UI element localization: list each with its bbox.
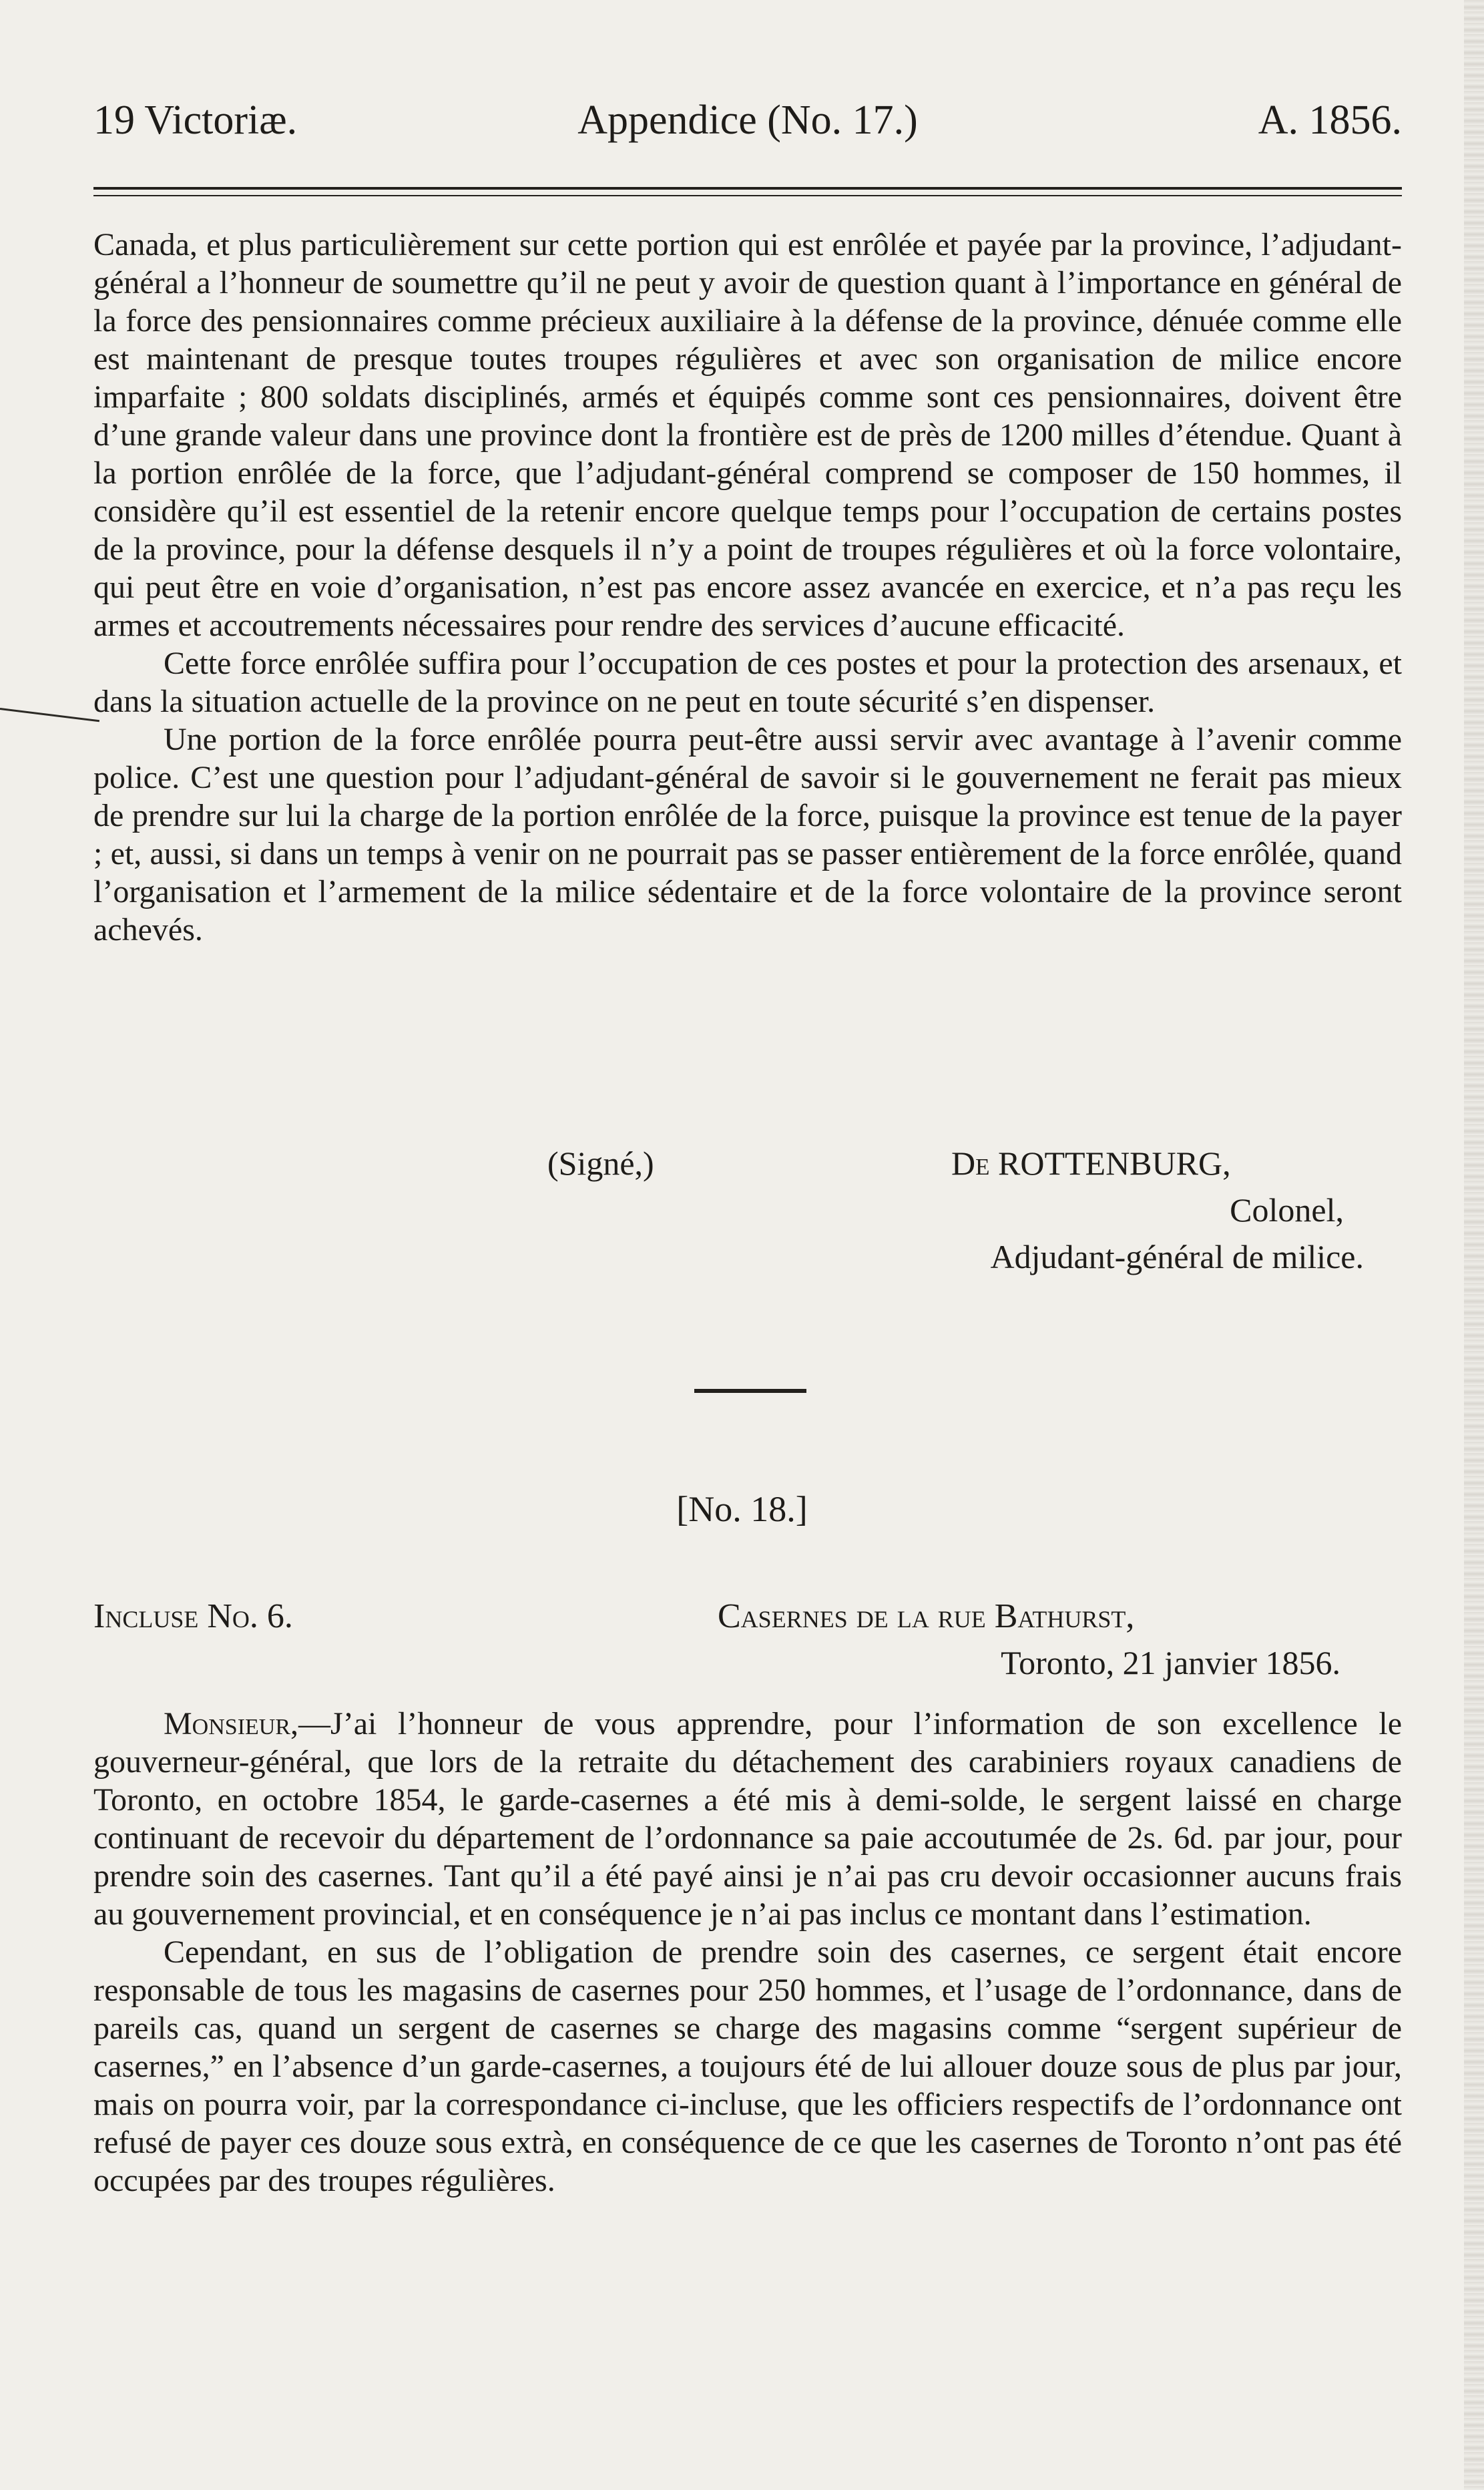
letter-location: Casernes de la rue Bathurst, — [718, 1597, 1135, 1635]
margin-pen-mark — [0, 708, 99, 722]
report-paragraph-3: Une portion de la force enrôlée pourra peut-être aussi servir avec avantage à l’avenir comme police. C’est une question pour l’adjudant-général de savoir si le gouvernement ne ferait pas mieux de prendre sur lui la charge de la portion enrôlée de la force, puisque la province est tenue de la payer ; et, aussi, si dans un temps à venir on ne pourrait pas se passer entièrement de la force enrôlée, quand l’organisation et l’armement de la milice sédentaire et de la force volontaire de la province seront achevés. — [93, 722, 1402, 948]
letter-paragraph-2: Cependant, en sus de l’obligation de prendre soin des casernes, ce sergent était encore responsable de tous les magasins de casernes pour 250 hommes, et l’usage de l’ordonnance, dans de pareils cas, quand un sergent de casernes se charge des magasins comme “sergent supérieur de casernes,” en l’absence d’un garde-casernes, a toujours été de lui allouer douze sous de plus par jour, mais on pourra voir, par la correspondance ci-incluse, que les officiers respectifs de l’ordonnance ont refusé de payer ces douze sous extrà, en conséquence de ce que les casernes de Toronto n’ont pas été occupées par des troupes régulières. — [93, 1934, 1402, 2198]
report-body — [93, 226, 1402, 949]
letter-salutation: Monsieur, — [164, 1706, 299, 1741]
document-number: [No. 18.] — [676, 1489, 808, 1529]
letter-paragraph-1-text: —J’ai l’honneur de vous apprendre, pour l’information de son excellence le gouverneur-général, que lors de la retraite du détachement des carabiniers royaux canadiens de Toronto, en octobre 1854, le garde-casernes a été mis à demi-solde, le sergent laissé en charge continuant de recevoir du département de l’ordonnance sa paie accoutumée de 2s. 6d. par jour, pour prendre soin des casernes. Tant qu’il a été payé ainsi je n’ai pas cru devoir occasionner aucuns frais au gouvernement provincial, et en conséquence je n’ai pas inclus ce montant dans l’estimation. — [93, 1706, 1402, 1932]
signatory-title: Adjudant-général de milice. — [990, 1238, 1364, 1275]
letter-body — [93, 1705, 1402, 2200]
scan-edge-noise — [1464, 0, 1484, 2490]
letter-date: Toronto, 21 janvier 1856. — [1001, 1644, 1340, 1681]
section-divider — [694, 1389, 806, 1393]
header-rule-thin — [93, 195, 1402, 196]
letter-paragraph-1 — [93, 1705, 1402, 1933]
signed-note: (Signé,) — [547, 1145, 654, 1182]
signatory-name: De ROTTENBURG, — [951, 1145, 1231, 1182]
header-rule-thick — [93, 187, 1402, 190]
report-paragraph-2: Cette force enrôlée suffira pour l’occupation de ces postes et pour la protection des arsenaux, et dans la situation actuelle de la province on ne peut en toute sécurité s’en dispenser. — [93, 646, 1402, 719]
header-year: A. 1856. — [1258, 97, 1402, 143]
running-header — [93, 90, 1402, 150]
signatory-rank: Colonel, — [1230, 1191, 1344, 1229]
enclosure-label: Incluse No. 6. — [93, 1597, 293, 1635]
report-paragraph-1: Canada, et plus particulièrement sur cette portion qui est enrôlée et payée par la province, l’adjudant-général a l’honneur de soumettre qu’il ne peut y avoir de question quant à l’importance en général de la force des pensionnaires comme précieux auxiliaire à la défense de la province, dénuée comme elle est maintenant de presque toutes troupes régulières et avec son organisation de milice encore imparfaite ; 800 soldats disciplinés, armés et équipés comme sont ces pensionnaires, doivent être d’une grande valeur dans une province dont la frontière est de près de 1200 milles d’étendue. Quant à la portion enrôlée de la force, que l’adjudant-général comprend se composer de 150 hommes, il considère qu’il est essentiel de la retenir encore quelque temps pour l’occupation de certains postes de la province, pour la défense desquels il n’y a point de troupes régulières et où la force volontaire, qui peut être en voie d’organisation, n’est pas encore assez avancée en exercice, et n’a pas reçu les armes et accoutrements nécessaires pour rendre des services d’aucune efficacité. — [93, 227, 1402, 643]
header-session: 19 Victoriæ. — [93, 97, 298, 143]
header-appendix: Appendice (No. 17.) — [577, 97, 918, 143]
